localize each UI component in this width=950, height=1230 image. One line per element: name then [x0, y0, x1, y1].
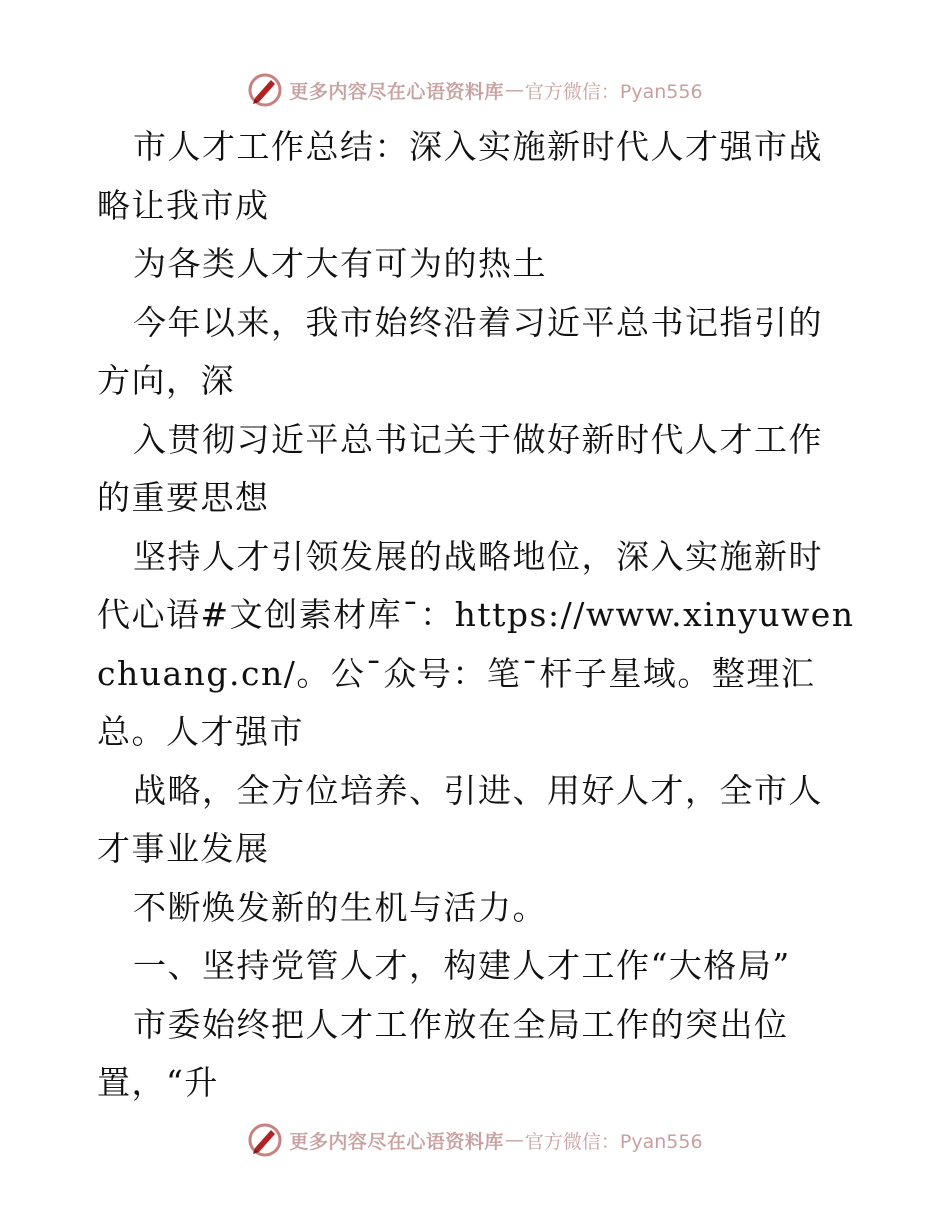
- footer-banner: [0, 1120, 950, 1160]
- footer-wechat-text: 官方微信：Pyan556: [524, 1130, 703, 1153]
- section-heading-1: 一、坚持党管人才，构建人才工作“大格局”: [97, 946, 791, 985]
- pen-logo-icon: [247, 72, 283, 108]
- header-banner-text: 更多内容尽在心语资料库: [289, 80, 504, 103]
- header-wechat-text: 官方微信：Pyan556: [524, 80, 703, 103]
- document-body: [97, 118, 857, 1113]
- footer-banner-text: 更多内容尽在心语资料库: [289, 1130, 504, 1153]
- header-banner: [0, 70, 950, 110]
- paragraph-3: 今年以来，我市始终沿着习近平总书记指引的方向，深: [97, 302, 823, 400]
- pen-logo-icon: [247, 1122, 283, 1158]
- header-banner-dash: —: [504, 79, 524, 101]
- paragraph-2: 为各类人才大有可为的热土: [97, 244, 547, 283]
- paragraph-8: 市委始终把人才工作放在全局工作的突出位置，“升: [97, 1004, 789, 1102]
- paragraph-1: 市人才工作总结：深入实施新时代人才强市战略让我市成: [97, 127, 823, 225]
- paragraph-4: 入贯彻习近平总书记关于做好新时代人才工作的重要思想: [97, 419, 823, 517]
- paragraph-5: 坚持人才引领发展的战略地位，深入实施新时代心语#文创素材库¯：https://www.xinyuwenchuang.cn/。公¯众号：笔¯杆子星域。整理汇总。人才强市: [97, 536, 855, 751]
- footer-banner-dash: —: [504, 1129, 524, 1151]
- paragraph-6: 战略，全方位培养、引进、用好人才，全市人才事业发展: [97, 770, 823, 868]
- paragraph-7: 不断焕发新的生机与活力。: [97, 887, 547, 927]
